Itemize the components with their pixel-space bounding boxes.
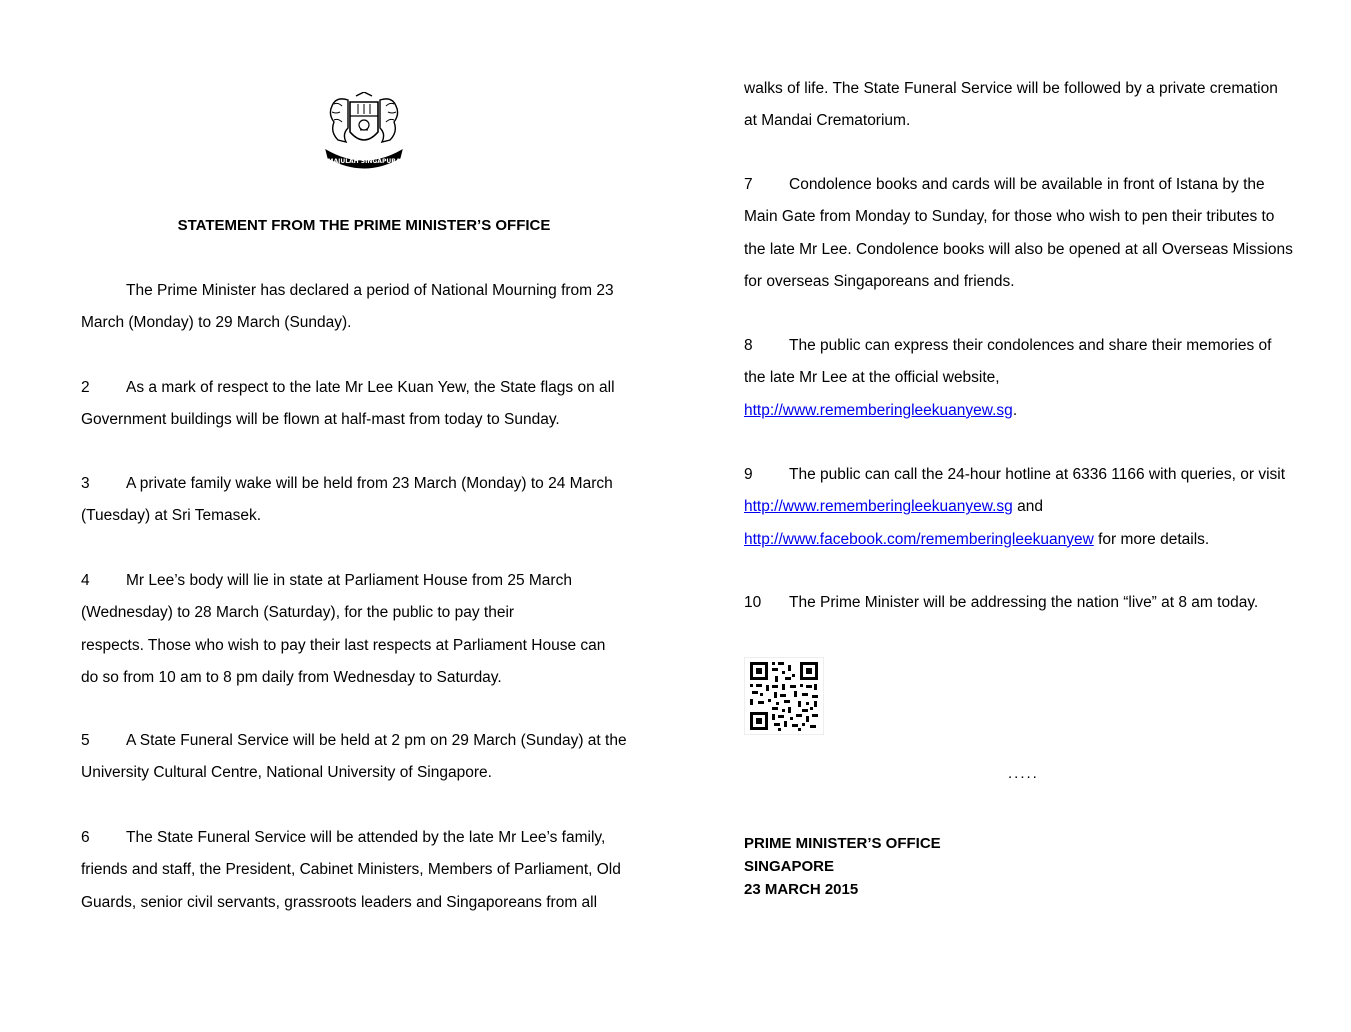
paragraph-line: respects. Those who wish to pay their last respects at Parliament House can bbox=[81, 636, 606, 654]
paragraph-line: walks of life. The State Funeral Service will be followed by a private cremation bbox=[744, 80, 1278, 97]
paragraph-6-continued bbox=[744, 73, 1319, 138]
intro-paragraph bbox=[81, 275, 651, 340]
paragraph-line: Government buildings will be flown at half-mast from today to Sunday. bbox=[81, 411, 560, 429]
facebook-link[interactable]: http://www.facebook.com/rememberingleekuanyew bbox=[744, 530, 1094, 548]
paragraph-line: A private family wake will be held from 23 March (Monday) to 24 March bbox=[126, 475, 613, 492]
paragraph-line: (Wednesday) to 28 March (Saturday), for the public to pay their bbox=[81, 604, 515, 622]
paragraph-number: 8 bbox=[744, 337, 753, 354]
signature-date: 23 MARCH 2015 bbox=[744, 881, 859, 898]
paragraph-line: . bbox=[1012, 401, 1018, 419]
paragraph-line: for more details. bbox=[1093, 530, 1210, 548]
paragraph-6 bbox=[81, 822, 656, 919]
document-title: STATEMENT FROM THE PRIME MINISTER’S OFFICE bbox=[177, 217, 551, 234]
paragraph-line: the late Mr Lee at the official website, bbox=[744, 369, 1000, 387]
paragraph-number: 10 bbox=[744, 594, 762, 611]
paragraph-number: 6 bbox=[81, 829, 90, 846]
paragraph-5 bbox=[81, 725, 651, 790]
paragraph-line: Guards, senior civil servants, grassroots leaders and Singaporeans from all bbox=[81, 893, 598, 911]
paragraph-line: The public can express their condolences and share their memories of bbox=[789, 337, 1272, 354]
signature-block bbox=[744, 832, 941, 901]
paragraph-9 bbox=[744, 459, 1324, 556]
qr-code[interactable] bbox=[744, 657, 824, 735]
signature-office: PRIME MINISTER’S OFFICE bbox=[744, 835, 941, 852]
intro-line-1: The Prime Minister has declared a period of National Mourning from 23 bbox=[126, 282, 614, 299]
paragraph-line: A State Funeral Service will be held at 2 pm on 29 March (Sunday) at the bbox=[126, 732, 627, 749]
signature-country: SINGAPORE bbox=[744, 858, 835, 875]
paragraph-number: 2 bbox=[81, 379, 90, 396]
separator-dots: ..... bbox=[1008, 765, 1039, 782]
paragraph-number: 4 bbox=[81, 572, 90, 589]
paragraph-line: University Cultural Centre, National University of Singapore. bbox=[81, 764, 492, 782]
singapore-crest-logo bbox=[318, 92, 410, 172]
paragraph-line: the late Mr Lee. Condolence books will also be opened at all Overseas Missions bbox=[744, 240, 1293, 258]
paragraph-7 bbox=[744, 169, 1319, 298]
paragraph-line: The public can call the 24-hour hotline at 6336 1166 with queries, or visit bbox=[789, 466, 1286, 483]
paragraph-line: As a mark of respect to the late Mr Lee Kuan Yew, the State flags on all bbox=[126, 379, 615, 396]
paragraph-line: Condolence books and cards will be available in front of Istana by the bbox=[789, 176, 1265, 193]
paragraph-line: Main Gate from Monday to Sunday, for those who wish to pen their tributes to bbox=[744, 208, 1275, 226]
paragraph-line: The State Funeral Service will be attended by the late Mr Lee’s family, bbox=[126, 829, 606, 846]
paragraph-number: 3 bbox=[81, 475, 90, 492]
intro-line-2: March (Monday) to 29 March (Sunday). bbox=[81, 314, 352, 332]
paragraph-3 bbox=[81, 468, 651, 533]
website-link[interactable]: http://www.rememberingleekuanyew.sg bbox=[744, 498, 1013, 516]
paragraph-10 bbox=[744, 587, 1319, 619]
paragraph-line: for overseas Singaporeans and friends. bbox=[744, 272, 1015, 290]
paragraph-number: 5 bbox=[81, 732, 90, 749]
paragraph-line: do so from 10 am to 8 pm daily from Wednesday to Saturday. bbox=[81, 668, 502, 686]
paragraph-8 bbox=[744, 330, 1319, 427]
website-link[interactable]: http://www.rememberingleekuanyew.sg bbox=[744, 401, 1013, 419]
crest-motto: MAJULAH SINGAPURA bbox=[327, 158, 401, 165]
paragraph-4 bbox=[81, 565, 651, 694]
paragraph-line: and bbox=[1012, 498, 1043, 516]
paragraph-line: (Tuesday) at Sri Temasek. bbox=[81, 507, 262, 525]
paragraph-line: Mr Lee’s body will lie in state at Parliament House from 25 March bbox=[126, 572, 572, 589]
paragraph-number: 9 bbox=[744, 466, 753, 483]
paragraph-line: at Mandai Crematorium. bbox=[744, 112, 911, 130]
paragraph-number: 7 bbox=[744, 176, 753, 193]
paragraph-line: friends and staff, the President, Cabinet Ministers, Members of Parliament, Old bbox=[81, 861, 621, 879]
paragraph-line: The Prime Minister will be addressing the nation “live” at 8 am today. bbox=[789, 594, 1259, 611]
paragraph-2 bbox=[81, 372, 651, 437]
